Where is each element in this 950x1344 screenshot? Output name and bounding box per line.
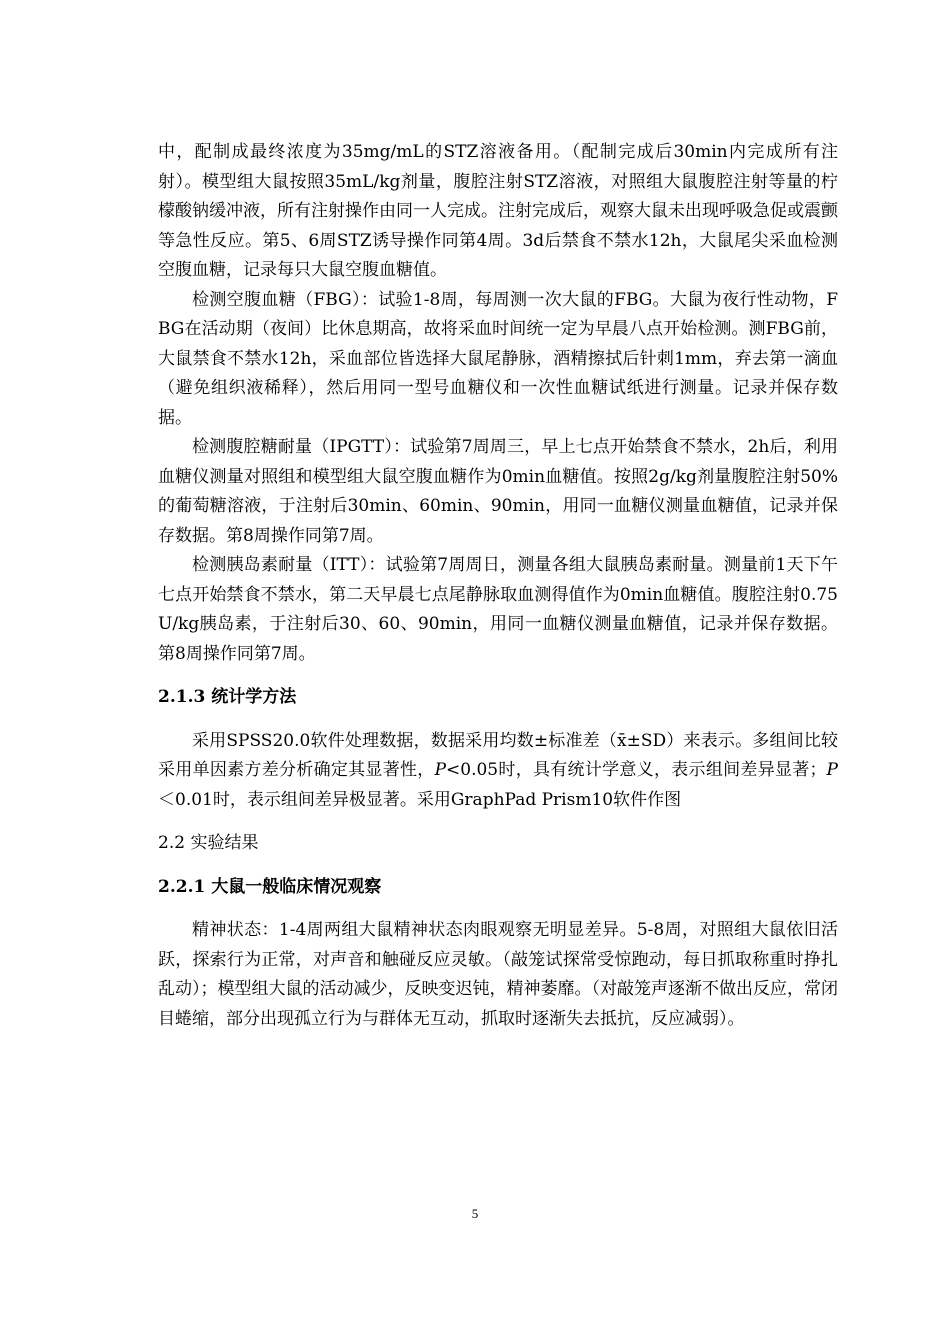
statistics-text-a: 采用SPSS20.0软件处理数据，数据采用均数±标准差（x̄±SD）来表示。多组间比较采用单因素方差分析确定其显著性， (158, 730, 838, 780)
paragraph-statistics (158, 727, 838, 816)
page-number: 5 (471, 1206, 479, 1221)
paragraph-fbg: 检测空腹血糖（FBG）：试验1-8周，每周测一次大鼠的FBG。大鼠为夜行性动物，FBG在活动期（夜间）比休息期高，故将采血时间统一定为早晨八点开始检测。测FBG前，大鼠禁食不禁水12h，采血部位皆选择大鼠尾静脉，酒精擦拭后针刺1mm，弃去第一滴血（避免组织液稀释），然后用同一型号血糖仪和一次性血糖试纸进行测量。记录并保存数据。 (158, 289, 838, 428)
paragraph-stz-preparation: 中，配制成最终浓度为35mg/mL的STZ溶液备用。（配制完成后30min内完成所有注射）。模型组大鼠按照35mL/kg剂量，腹腔注射STZ溶液，对照组大鼠腹腔注射等量的柠檬酸钠缓冲液，所有注射操作由同一人完成。注射完成后，观察大鼠未出现呼吸急促或震颤等急性反应。第5、6周STZ诱导操作同第4周。3d后禁食不禁水12h，大鼠尾尖采血检测空腹血糖，记录每只大鼠空腹血糖值。 (158, 142, 838, 280)
paragraph-mental-state: 精神状态：1-4周两组大鼠精神状态肉眼观察无明显差异。5-8周，对照组大鼠依旧活跃，探索行为正常，对声音和触碰反应灵敏。（敲笼试探常受惊跑动，每日抓取称重时挣扎乱动）；模型组大鼠的活动减少，反映变迟钝，精神萎靡。（对敲笼声逐渐不做出反应，常闭目蜷缩，部分出现孤立行为与群体无互动，抓取时逐渐失去抵抗，反应减弱）。 (158, 920, 838, 1029)
statistics-text-c: ＜0.01时，表示组间差异极显著。采用GraphPad Prism10软件作图 (158, 789, 682, 810)
p-value-symbol: P (434, 760, 447, 780)
document-body (158, 138, 838, 1034)
section-heading-clinical-observation: 2.2.1 大鼠一般临床情况观察 (158, 876, 382, 897)
section-heading-statistics: 2.1.3 统计学方法 (158, 687, 297, 707)
paragraph-ipgtt: 检测腹腔糖耐量（IPGTT）：试验第7周周三，早上七点开始禁食不禁水，2h后，利用血糖仪测量对照组和模型组大鼠空腹血糖作为0min血糖值。按照2g/kg剂量腹腔注射50%的葡萄糖溶液，于注射后30min、60min、90min，用同一血糖仪测量血糖值，记录并保存数据。第8周操作同第7周。 (158, 437, 838, 546)
paragraph-itt: 检测胰岛素耐量（ITT）：试验第7周周日，测量各组大鼠胰岛素耐量。测量前1天下午七点开始禁食不禁水，第二天早晨七点尾静脉取血测得值作为0min血糖值。腹腔注射0.75 U/kg胰岛素，于注射后30、60、90min，用同一血糖仪测量血糖值，记录并保存数据。第8周操作同第7周。 (158, 555, 838, 664)
p-value-symbol: P (826, 760, 838, 780)
section-heading-results: 2.2 实验结果 (158, 833, 259, 853)
statistics-text-b: <0.05时，具有统计学意义，表示组间差异显著； (446, 760, 827, 780)
